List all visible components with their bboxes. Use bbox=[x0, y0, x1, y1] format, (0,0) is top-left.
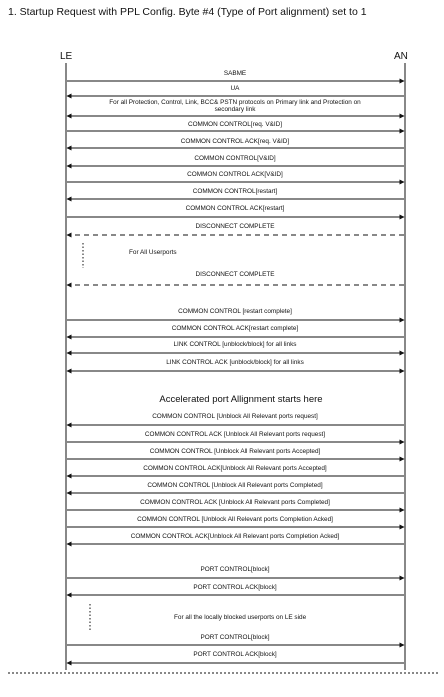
msg-label: COMMON CONTROL [Unblock All Relevant ports Completed] bbox=[147, 482, 323, 489]
msg-label: PORT CONTROL ACK[block] bbox=[193, 651, 277, 658]
msg-common-control-ack-req-vid bbox=[67, 138, 404, 148]
msg-sabme bbox=[67, 70, 404, 81]
msg-label: COMMON CONTROL ACK[restart complete] bbox=[171, 325, 299, 332]
note-for-all-userports: For All Userports bbox=[129, 249, 177, 256]
actor-le-label: LE bbox=[60, 51, 73, 62]
msg-cc-ack-unblock-request bbox=[67, 431, 404, 442]
msg-cc-ack-unblock-accepted bbox=[67, 465, 404, 476]
msg-label: COMMON CONTROL[req. V&ID] bbox=[187, 121, 283, 128]
msg-ua bbox=[67, 85, 404, 96]
msg-label: COMMON CONTROL[restart] bbox=[192, 188, 278, 195]
msg-label: COMMON CONTROL [Unblock All Relevant ports Accepted] bbox=[149, 448, 321, 455]
msg-common-control-restart-complete bbox=[67, 308, 404, 320]
msg-disconnect-complete-2 bbox=[67, 271, 404, 285]
msg-port-control-ack-block-2 bbox=[67, 651, 404, 663]
msg-label: PORT CONTROL ACK[block] bbox=[193, 584, 277, 591]
msg-label: COMMON CONTROL [Unblock All Relevant ports Completion Acked] bbox=[137, 516, 333, 523]
page-title: 1. Startup Request with PPL Config. Byte #4 (Type of Port alignment) set to 1 bbox=[8, 6, 367, 18]
msg-port-control-block-1 bbox=[67, 566, 404, 578]
msg-label: COMMON CONTROL ACK[req. V&ID] bbox=[180, 138, 290, 145]
msg-label: PORT CONTROL[block] bbox=[200, 566, 270, 573]
msg-label: COMMON CONTROL ACK[Unblock All Relevant ports Accepted] bbox=[143, 465, 327, 472]
msg-common-control-ack-vid bbox=[67, 171, 404, 182]
msg-all-protocols bbox=[67, 99, 404, 116]
msg-common-control-vid bbox=[67, 155, 404, 166]
msg-label: COMMON CONTROL ACK [Unblock All Relevant ports Completed] bbox=[140, 499, 330, 506]
msg-port-control-ack-block-1 bbox=[67, 584, 404, 595]
msg-cc-ack-unblock-completed bbox=[67, 499, 404, 510]
msg-cc-ack-unblock-completion-acked bbox=[67, 533, 404, 544]
msg-label: UA bbox=[230, 85, 240, 92]
msg-cc-unblock-accepted bbox=[67, 448, 404, 459]
msg-label: COMMON CONTROL [Unblock All Relevant ports request] bbox=[152, 413, 318, 420]
msg-common-control-req-vid bbox=[67, 121, 404, 131]
msg-label: LINK CONTROL ACK [unblock/block] for all links bbox=[166, 359, 304, 366]
msg-label: COMMON CONTROL ACK[Unblock All Relevant ports Completion Acked] bbox=[130, 533, 340, 540]
msg-cc-unblock-request bbox=[67, 413, 404, 425]
msg-label: LINK CONTROL [unblock/block] for all links bbox=[173, 341, 297, 348]
msg-link-control-ack bbox=[67, 359, 404, 371]
msg-label: DISCONNECT COMPLETE bbox=[195, 223, 275, 230]
note-locally-blocked: For all the locally blocked userports on LE side bbox=[174, 614, 307, 621]
msg-cc-unblock-completion-acked bbox=[67, 516, 404, 527]
msg-label: COMMON CONTROL [restart complete] bbox=[178, 308, 292, 315]
msg-disconnect-complete-1 bbox=[67, 223, 404, 235]
msg-label: DISCONNECT COMPLETE bbox=[195, 271, 275, 278]
msg-common-control-ack-restart-complete bbox=[67, 325, 404, 337]
msg-label: COMMON CONTROL ACK[V&ID] bbox=[187, 171, 283, 178]
msg-label: COMMON CONTROL[V&ID] bbox=[194, 155, 276, 162]
msg-label: SABME bbox=[223, 70, 247, 77]
actor-an-label: AN bbox=[394, 51, 408, 62]
msg-label-line1: For all Protection, Control, Link, BCC& PSTN protocols on Primary link and Protection on bbox=[109, 99, 361, 106]
msg-cc-unblock-completed bbox=[67, 482, 404, 493]
msg-label-line2: secondary link bbox=[214, 106, 256, 113]
msg-label: COMMON CONTROL ACK [Unblock All Relevant ports request] bbox=[144, 431, 326, 438]
section-accelerated-alignment: Accelerated port Allignment starts here bbox=[159, 394, 323, 405]
msg-port-control-block-2 bbox=[67, 634, 404, 645]
msg-common-control-ack-restart bbox=[67, 205, 404, 217]
msg-link-control bbox=[67, 341, 404, 353]
msg-label: COMMON CONTROL ACK[restart] bbox=[185, 205, 285, 212]
msg-common-control-restart bbox=[67, 188, 404, 199]
msg-label: PORT CONTROL[block] bbox=[200, 634, 270, 641]
